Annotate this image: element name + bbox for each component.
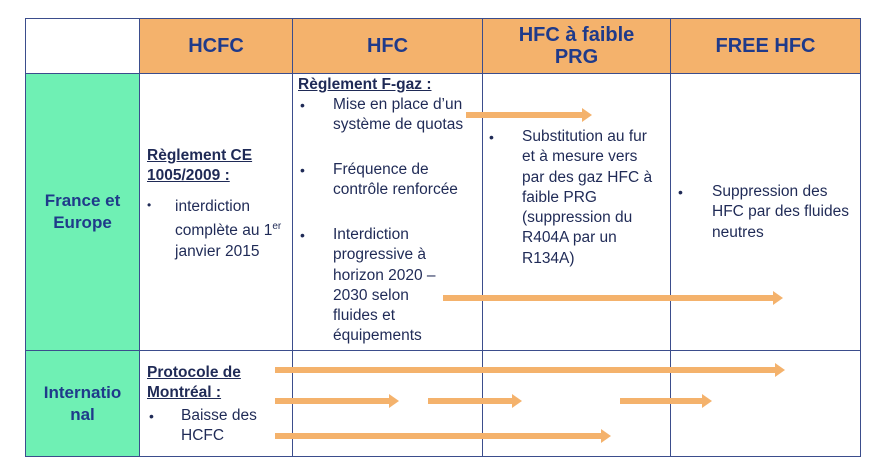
- arrow-hfc-to-low-prg: [466, 112, 584, 118]
- header-hfc-label: HFC: [366, 35, 409, 57]
- row-label-international-text: Internatio nal: [43, 382, 122, 424]
- header-hfc: [292, 18, 483, 74]
- arrow-intl-short-1: [275, 398, 391, 404]
- reglement-ce-item-text-a: interdiction complète au 1: [175, 198, 273, 240]
- montreal-item: Baisse des HCFC: [181, 407, 257, 445]
- row-label-france-europe: [25, 73, 140, 351]
- f-gaz-item-2: Fréquence de contrôle renforcée: [333, 161, 458, 199]
- header-low-prg: [482, 18, 671, 74]
- f-gaz-item-3: Interdiction progressive à horizon 2020 – 2030 selon fluides et équipements: [333, 226, 436, 345]
- reglement-ce-item: [175, 197, 287, 262]
- corner-cell: [25, 18, 140, 74]
- f-gaz-title: Règlement F-gaz :: [298, 76, 432, 93]
- bullet-dot: •: [678, 184, 683, 200]
- montreal-title: Protocole de Montréal :: [147, 364, 241, 402]
- header-free-hfc: [670, 18, 861, 74]
- reglement-ce-item-text-b: janvier 2015: [175, 242, 260, 260]
- bullet-dot: •: [300, 227, 305, 243]
- bullet-dot: •: [147, 198, 152, 212]
- bullet-dot: •: [489, 129, 494, 145]
- header-free-hfc-label: FREE HFC: [715, 35, 816, 57]
- arrow-intl-short-3: [620, 398, 704, 404]
- arrow-low-prg-to-free: [443, 295, 775, 301]
- reglement-ce-item-sup: er: [272, 221, 282, 233]
- arrow-intl-short-2: [428, 398, 514, 404]
- header-hcfc-label: HCFC: [188, 35, 244, 57]
- row-label-france-europe-text: France et Europe: [44, 191, 121, 232]
- row-label-international: [25, 350, 140, 457]
- reglement-ce-title: Règlement CE 1005/2009 :: [147, 147, 253, 185]
- bullet-dot: •: [300, 97, 305, 113]
- arrow-intl-medium: [275, 433, 603, 439]
- bullet-dot: •: [300, 162, 305, 178]
- f-gaz-item-1: Mise en place d’un système de quotas: [333, 96, 464, 134]
- bullet-dot: •: [149, 408, 154, 424]
- substitution-item: Substitution au fur et à mesure vers par des gaz HFC à faible PRG (suppression du R404A par un R134A): [522, 128, 653, 267]
- header-low-prg-label: HFC à faible PRG: [518, 24, 635, 68]
- suppression-item: Suppression des HFC par des fluides neutres: [712, 183, 849, 241]
- header-hcfc: [139, 18, 293, 74]
- arrow-intl-long: [275, 367, 777, 373]
